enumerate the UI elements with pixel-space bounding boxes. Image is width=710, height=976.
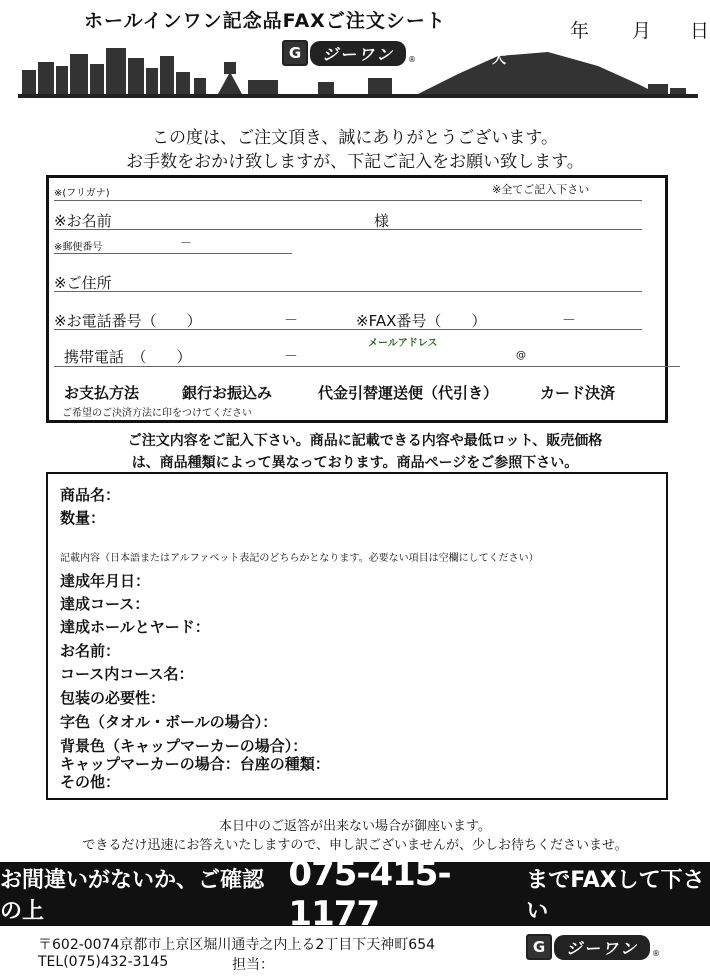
footer-brand-logo bbox=[526, 934, 660, 960]
address-label: ※ご住所 bbox=[54, 274, 112, 292]
required-note: ※全てご記入下さい bbox=[492, 183, 590, 196]
daimonji-sign: 大 bbox=[492, 51, 506, 67]
payment-cash-on-delivery[interactable]: 代金引替運送便（代引き） bbox=[318, 384, 499, 402]
inner-course-field[interactable]: コース内コース名： bbox=[60, 665, 194, 683]
postal-dash: － bbox=[180, 236, 193, 250]
player-name-field[interactable]: お名前： bbox=[60, 642, 121, 660]
phone-fax-line[interactable] bbox=[54, 329, 642, 330]
footer-registered-mark: ® bbox=[652, 948, 661, 958]
year-label: 年 bbox=[570, 20, 590, 42]
fax-dash: － bbox=[562, 313, 576, 329]
background-color-field[interactable]: 背景色（キャップマーカーの場合）： bbox=[60, 737, 308, 755]
footer-staff: 担当： bbox=[232, 957, 274, 973]
content-note: 記載内容（日本語またはアルファベット表記のどちらかとなります。必要ない項目は空欄にしてください） bbox=[60, 553, 539, 564]
logo-g-icon: G bbox=[282, 40, 308, 66]
hole-yard-field[interactable]: 達成ホールとヤード： bbox=[60, 618, 210, 636]
honorific-label: 様 bbox=[374, 212, 390, 230]
achievement-date-field[interactable]: 達成年月日： bbox=[60, 572, 151, 590]
email-at: @ bbox=[516, 350, 526, 361]
achievement-course-field[interactable]: 達成コース： bbox=[60, 595, 150, 613]
mobile-label: 携帯電話 （ ） bbox=[64, 348, 192, 366]
logo-wordmark: ジーワン bbox=[310, 41, 406, 66]
order-note-line-1: ご注文内容をご記入下さい。商品に記載できる内容や最低ロット、販売価格 bbox=[127, 433, 603, 449]
fax-number: 075-415-1177 bbox=[288, 854, 451, 934]
payment-card[interactable]: カード決済 bbox=[540, 384, 616, 402]
reply-note-line-1: 本日中のご返答が出来ない場合が御座います。 bbox=[219, 819, 491, 834]
address-line[interactable] bbox=[54, 291, 642, 292]
month-label: 月 bbox=[632, 20, 652, 42]
text-color-field[interactable]: 字色（タオル・ボールの場合）： bbox=[60, 713, 278, 731]
mobile-email-line[interactable] bbox=[54, 366, 680, 367]
sheet-title: ホールインワン記念品FAXご注文シート bbox=[84, 10, 446, 32]
registered-mark: ® bbox=[408, 54, 417, 64]
footer-address: 〒602-0074京都市上京区堀川通寺之内上る2丁目下天神町654 bbox=[38, 937, 436, 953]
furigana-line[interactable] bbox=[54, 200, 642, 201]
postal-label: ※郵便番号 bbox=[54, 242, 103, 253]
other-field[interactable]: その他： bbox=[60, 773, 121, 791]
fax-instruction-band bbox=[0, 854, 710, 934]
payment-bank-transfer[interactable]: 銀行お振込み bbox=[182, 384, 273, 402]
product-name-field[interactable]: 商品名： bbox=[60, 486, 121, 504]
greeting-line-2: お手数をおかけ致しますが、下記ご記入をお願い致します。 bbox=[126, 152, 584, 172]
furigana-label: ※(フリガナ) bbox=[54, 188, 110, 199]
greeting-line-1: この度は、ご注文頂き、誠にありがとうございます。 bbox=[152, 128, 558, 148]
order-note-line-2: は、商品種類によって異なっております。商品ページをご参照下さい。 bbox=[131, 455, 579, 471]
day-label: 日 bbox=[690, 20, 710, 42]
quantity-field[interactable]: 数量： bbox=[60, 509, 106, 527]
footer-logo-wordmark: ジーワン bbox=[554, 935, 650, 960]
payment-note: ご希望のご決済方法に印をつけてください bbox=[62, 408, 252, 419]
fax-band-pre: お間違いがないか、ご確認の上 bbox=[0, 868, 265, 924]
phone-dash: － bbox=[284, 313, 298, 329]
brand-logo bbox=[282, 40, 416, 66]
fax-label: ※FAX番号（ ） bbox=[356, 312, 487, 330]
marker-base-field[interactable]: キャップマーカーの場合：台座の種類： bbox=[60, 755, 330, 773]
name-line[interactable] bbox=[54, 229, 642, 230]
footer-tel: TEL(075)432-3145 bbox=[38, 954, 169, 970]
reply-note-line-2: できるだけ迅速にお答えいたしますので、申し訳ございませんが、少しお待ちくださいませ。 bbox=[82, 838, 628, 853]
phone-label: ※お電話番号（ ） bbox=[54, 312, 202, 330]
footer-logo-g-icon: G bbox=[526, 934, 552, 960]
mobile-dash: － bbox=[284, 349, 298, 365]
fax-band-post: までFAXして下さい bbox=[526, 868, 705, 924]
name-label: ※お名前 bbox=[54, 212, 112, 230]
email-label: メールアドレス bbox=[368, 338, 438, 349]
wrapping-field[interactable]: 包装の必要性： bbox=[60, 689, 166, 707]
payment-label: お支払方法 bbox=[64, 384, 140, 402]
postal-line[interactable] bbox=[54, 253, 292, 254]
